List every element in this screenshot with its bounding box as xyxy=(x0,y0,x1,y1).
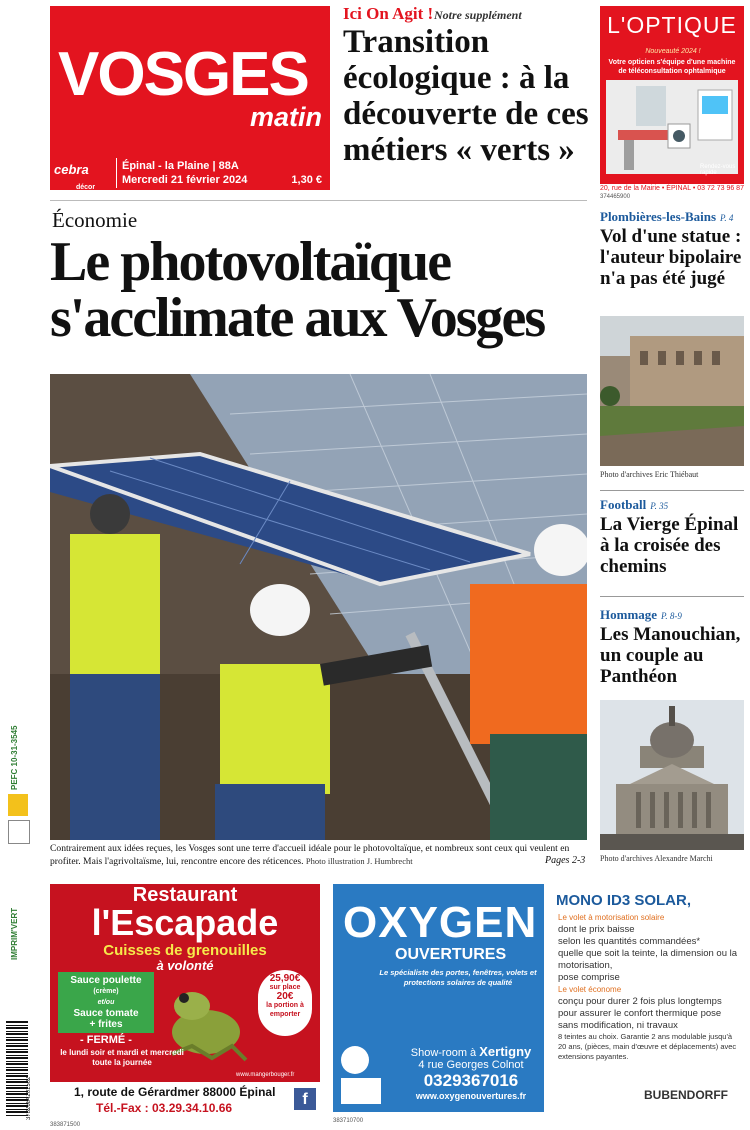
pefc-label: PEFC 10-31-3545 xyxy=(10,725,19,790)
brief-plombieres[interactable] xyxy=(600,208,744,289)
ad-escapade-sub: Cuisses de grenouilles xyxy=(103,942,267,959)
product-line-8: 8 teintes au choix. Garantie 2 ans modulable jusqu'à 20 ans, (pièces, main d'œuvre et déplacements) avec extensions payantes. xyxy=(558,1032,737,1061)
ad-oxygen-product-panel xyxy=(544,884,744,1112)
ad-optique-desc: Votre opticien s'équipe d'une machine de téléconsultation ophtalmique xyxy=(608,59,736,75)
brief-page: P. 8-9 xyxy=(661,611,682,621)
ad-escapade-closed: - FERMÉ - xyxy=(80,1034,132,1046)
ad-optique-footer: 20, rue de la Mairie • ÉPINAL • 03 72 73 96 87 xyxy=(600,185,744,192)
barcode-number: 3782684201502 xyxy=(26,1076,32,1120)
masthead-logo-sub: matin xyxy=(249,102,322,132)
ad-escapade-closed-note: le lundi soir et mardi et mercredi toute la journée xyxy=(60,1048,184,1067)
brief-kicker: Plombières-les-Bains xyxy=(600,209,717,224)
brief-kicker: Hommage xyxy=(600,607,658,622)
bubendorff-logo: BUBENDORFF xyxy=(644,1088,728,1102)
info-tri-icon xyxy=(8,820,30,844)
ad-optique-title: L'OPTIQUE xyxy=(607,12,737,38)
right-divider-2 xyxy=(600,596,744,597)
brief-plombieres-photo-credit: Photo d'archives Eric Thiébaut xyxy=(600,470,699,479)
lead-kicker: Économie xyxy=(52,208,138,232)
ad-optique-machine-image xyxy=(606,80,738,174)
sponsor-logo xyxy=(54,162,95,192)
ad-escapade-price-badge xyxy=(258,970,312,1036)
sponsor-name: cebra xyxy=(54,162,89,177)
ad-oxygen-brand-sub: OUVERTURES xyxy=(395,946,507,963)
brief-kicker: Football xyxy=(600,497,647,512)
showroom-street: 4 rue Georges Colnot xyxy=(418,1059,524,1071)
masthead-divider xyxy=(116,158,117,188)
ad-oxygen-code: 383710700 xyxy=(333,1118,364,1124)
rge-artisan-icon xyxy=(341,1078,381,1104)
ad-optique-button: Rendez-vous rapide xyxy=(700,164,736,176)
sauce-3: + frites xyxy=(89,1019,123,1030)
ad-escapade-title2: l'Escapade xyxy=(91,902,279,943)
sauce-1: Sauce poulette xyxy=(70,975,142,986)
brief-hommage-photo-credit: Photo d'archives Alexandre Marchi xyxy=(600,854,713,863)
solar-workers-illustration xyxy=(50,374,587,840)
price-takeaway-note: la portion à emporter xyxy=(266,1002,304,1018)
sauce-1b: (crème) xyxy=(93,988,119,995)
product-line-4: quelle que soit la teinte, la dimension ou la motorisation, xyxy=(558,948,738,971)
product-line-1: Le volet à motorisation solaire xyxy=(558,913,665,922)
ad-optique[interactable] xyxy=(600,6,744,192)
ad-optique-novelty: Nouveauté 2024 ! xyxy=(645,48,701,55)
sauce-or: et/ou xyxy=(97,999,115,1006)
pantheon-photo xyxy=(600,700,744,850)
ad-escapade-code: 383871500 xyxy=(50,1122,81,1128)
ad-escapade-sauces xyxy=(58,972,154,1033)
ad-oxygen-tagline: Le spécialiste des portes, fenêtres, volets et protections solaires de qualité xyxy=(379,968,537,987)
ad-escapade-site: www.mangerbouger.fr xyxy=(236,1072,295,1078)
showroom-city: Xertigny xyxy=(479,1044,532,1059)
brief-page: P. 4 xyxy=(720,213,734,223)
brief-headline: Les Manouchian, un couple au Panthéon xyxy=(600,624,741,687)
price-main: 25,90€ xyxy=(269,973,301,984)
recycle-icon xyxy=(8,794,28,816)
sauce-2: Sauce tomate xyxy=(73,1008,139,1019)
supplement-note: Notre supplément xyxy=(434,8,522,22)
brief-hommage-photo xyxy=(600,700,744,850)
product-line-2: dont le prix baisse xyxy=(558,924,635,935)
ad-oxygen[interactable] xyxy=(333,884,744,1112)
masthead-logo: VOSGES xyxy=(58,40,308,109)
ad-escapade-title1: Restaurant xyxy=(132,884,238,906)
ad-escapade-address: 1, route de Gérardmer 88000 Épinal xyxy=(74,1085,276,1099)
sponsor-sub: décor xyxy=(76,184,96,191)
ad-oxygen-contact xyxy=(401,1044,541,1101)
brief-page: P. 35 xyxy=(650,501,669,511)
supplement-kicker[interactable]: Ici On Agit ! xyxy=(343,4,434,23)
price-takeaway: 20€ xyxy=(276,991,294,1002)
product-line-3: selon les quantités commandées* xyxy=(558,936,701,947)
brief-hommage[interactable] xyxy=(600,606,744,687)
ad-oxygen-brand: OXYGEN xyxy=(343,898,538,947)
brief-headline: La Vierge Épinal à la croisée des chemins xyxy=(600,514,739,577)
brief-headline: Vol d'une statue : l'auteur bipolaire n'a pas été jugé xyxy=(600,226,742,289)
lead-photo[interactable] xyxy=(50,374,587,840)
showroom-label: Show-room à xyxy=(410,1047,477,1059)
imprimvert-label: IMPRIM'VERT xyxy=(10,907,19,960)
lead-photo-credit: Photo illustration J. Humbrecht xyxy=(305,856,413,866)
ad-oxygen-web[interactable]: www.oxygenouvertures.fr xyxy=(415,1091,527,1101)
issue-price: 1,30 € xyxy=(291,174,322,186)
ad-escapade-sub2: à volonté xyxy=(156,958,214,973)
quality-badge-icon xyxy=(341,1046,369,1074)
barcode-icon xyxy=(6,1020,28,1116)
price-main-note: sur place xyxy=(269,984,301,991)
thermal-building-photo xyxy=(600,316,744,466)
issue-date: Mercredi 21 février 2024 xyxy=(122,174,248,186)
ad-escapade-phone: Tél.-Fax : 03.29.34.10.66 xyxy=(96,1101,233,1115)
product-details xyxy=(558,912,740,1062)
product-line-7: conçu pour durer 2 fois plus longtemps pour assurer le confort thermique pose sans modification, ni travaux xyxy=(558,996,722,1031)
masthead[interactable] xyxy=(50,6,330,190)
ad-oxygen-phone: 0329367016 xyxy=(423,1071,519,1090)
product-name: MONO ID3 SOLAR, xyxy=(556,892,692,909)
lead-pages[interactable]: Pages 2-3 xyxy=(545,855,586,866)
edition-name: Épinal - la Plaine | 88A xyxy=(122,160,239,172)
ad-optique-code: 374465900 xyxy=(600,194,631,200)
brief-football[interactable] xyxy=(600,496,744,577)
header-divider xyxy=(50,200,587,201)
lead-caption-text: Contrairement aux idées reçues, les Vosges sont une terre d'accueil idéale pour le photovoltaïque, et nombreux sont ceux qui veulent en profiter. Mais l'agrivoltaïsme, lui, rencontre encore des réticences. xyxy=(50,843,570,867)
brief-plombieres-photo xyxy=(600,316,744,466)
right-divider-1 xyxy=(600,490,744,491)
ad-escapade-footer xyxy=(50,1082,320,1120)
product-line-6: Le volet économe xyxy=(558,985,622,994)
side-strip xyxy=(4,680,34,1120)
supplement-title[interactable]: Transition écologique : à la découverte de ces métiers « verts » xyxy=(343,24,589,168)
lead-caption xyxy=(50,843,587,868)
product-line-5: pose comprise xyxy=(558,972,620,983)
lead-headline[interactable]: Le photovoltaïque s'acclimate aux Vosges xyxy=(50,231,545,349)
ad-escapade[interactable] xyxy=(50,884,320,1120)
facebook-icon[interactable]: f xyxy=(294,1088,316,1110)
edition-info xyxy=(122,159,247,187)
